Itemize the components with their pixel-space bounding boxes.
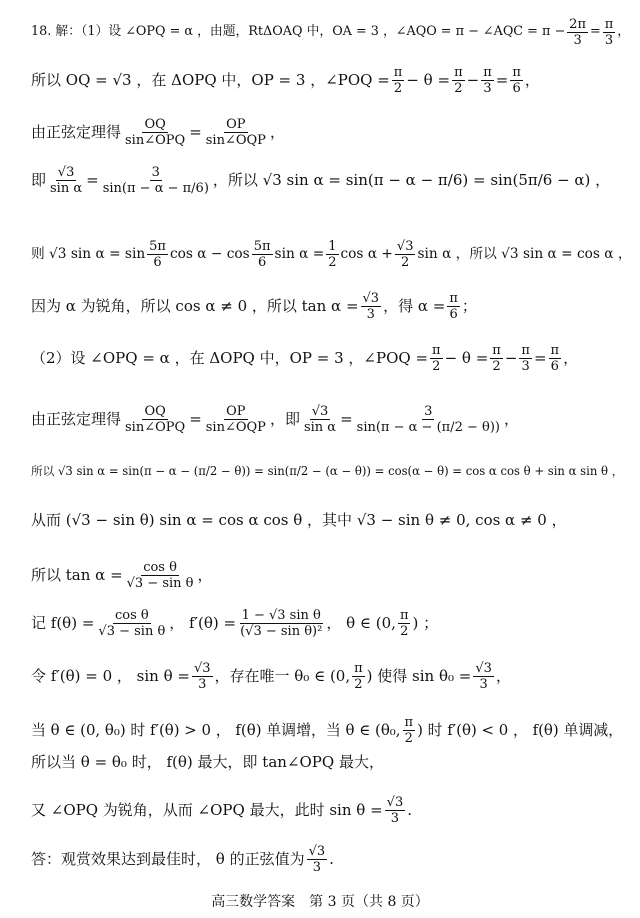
fraction-numerator: √3 <box>193 661 211 676</box>
fraction <box>307 845 328 874</box>
text-run: = <box>495 71 509 89</box>
text-run: − θ = <box>406 71 451 89</box>
fraction-numerator: π <box>521 343 530 358</box>
fraction <box>603 18 616 47</box>
text-run: 所以当 θ = θ₀ 时， f(θ) 最大，即 tan∠OPQ 最大， <box>31 753 384 771</box>
fraction-denominator: sin∠OPQ <box>125 420 186 435</box>
text-run: 所以 OQ = √3 ，在 ΔOPQ 中，OP = 3 ，∠POQ = <box>31 71 390 89</box>
fraction-denominator: 3 <box>521 359 530 374</box>
fraction-denominator: sin∠OQP <box>205 133 266 148</box>
text-run: 由正弦定理得 <box>31 410 122 428</box>
fraction-numerator: π <box>604 17 614 32</box>
solution-line <box>31 561 624 590</box>
fraction-numerator: π <box>432 343 441 358</box>
solution-line <box>31 66 624 95</box>
text-run: ， <box>503 410 519 428</box>
text-run: . <box>407 801 412 819</box>
fraction-numerator: √3 <box>386 795 404 810</box>
fraction-numerator: π <box>492 343 501 358</box>
fraction-denominator: sin(π − α − π/6) <box>102 181 209 196</box>
fraction <box>48 166 84 195</box>
fraction-denominator: 2 <box>393 81 403 96</box>
text-run: ) 时 f′(θ) < 0 ， f(θ) 单调减， <box>417 721 624 740</box>
fraction-numerator: 5π <box>253 239 271 254</box>
text-run: 即 <box>31 171 47 189</box>
fraction <box>510 66 523 95</box>
fraction-denominator: sin∠OPQ <box>125 133 186 148</box>
text-run: . <box>329 850 334 868</box>
fraction-denominator: 2 <box>400 624 409 639</box>
fraction-denominator: 2 <box>454 81 463 96</box>
text-run: − <box>504 349 518 367</box>
fraction <box>430 344 443 373</box>
text-run: 令 f′(θ) = 0 ， sin θ = <box>31 667 190 685</box>
text-run: sin α ，所以 √3 sin α = cos α ， <box>417 245 632 262</box>
fraction <box>385 796 406 825</box>
solution-line <box>31 662 624 691</box>
fraction-denominator: (√3 − sin θ)² <box>240 624 323 639</box>
fraction-numerator: 3 <box>424 404 433 419</box>
text-run: ， <box>524 71 540 89</box>
solution-line <box>31 755 624 770</box>
fraction-denominator: 3 <box>604 33 614 48</box>
solution-line <box>31 292 624 321</box>
text-run: ， <box>197 566 213 584</box>
text-run: ， <box>495 667 511 685</box>
solution-line <box>31 166 624 195</box>
fraction-denominator: √3 − sin θ <box>98 624 166 639</box>
fraction <box>361 292 382 321</box>
fraction <box>490 344 503 373</box>
fraction <box>326 240 338 269</box>
fraction-numerator: π <box>399 608 409 623</box>
fraction-denominator: 2 <box>432 359 441 374</box>
fraction <box>519 344 532 373</box>
fraction-numerator: √3 <box>311 404 329 419</box>
fraction-denominator: 2 <box>328 255 337 270</box>
text-run: 所以 tan α = <box>31 566 123 584</box>
text-run: ，得 α = <box>383 297 446 315</box>
text-run: = <box>189 410 202 428</box>
fraction-numerator: 1 − √3 sin θ <box>241 608 321 623</box>
fraction-numerator: π <box>454 65 463 80</box>
text-run: （2）设 ∠OPQ = α ，在 ΔOPQ 中，OP = 3 ，∠POQ = <box>31 349 429 367</box>
text-run: ； <box>461 297 477 315</box>
fraction <box>96 609 167 638</box>
fraction <box>452 66 465 95</box>
fraction-denominator: 3 <box>573 33 582 48</box>
fraction-numerator: π <box>483 65 492 80</box>
fraction <box>567 18 588 47</box>
fraction <box>101 166 211 195</box>
fraction <box>192 662 213 691</box>
fraction-denominator: sin(π − α − (π/2 − θ)) <box>356 420 500 435</box>
text-run: − <box>466 71 480 89</box>
fraction <box>403 716 416 745</box>
fraction-numerator: 3 <box>151 165 160 180</box>
text-run: 当 θ ∈ (0, θ₀) 时 f′(θ) > 0 ， f(θ) 单调增，当 θ ∈ (θ₀, <box>31 721 401 740</box>
text-run: ，存在唯一 θ₀ ∈ (0, <box>214 667 351 685</box>
fraction-denominator: 2 <box>404 731 413 746</box>
solution-line <box>31 796 624 825</box>
fraction <box>473 662 494 691</box>
text-run: 又 ∠OPQ 为锐角，从而 ∠OPQ 最大，此时 sin θ = <box>31 801 383 819</box>
solution-line <box>31 239 632 270</box>
fraction-denominator: 3 <box>390 811 400 826</box>
fraction-denominator: 6 <box>512 81 521 96</box>
fraction <box>125 561 196 590</box>
fraction-numerator: 2π <box>569 17 586 32</box>
fraction-numerator: π <box>512 65 521 80</box>
fraction <box>204 118 268 147</box>
fraction-numerator: π <box>393 65 403 80</box>
fraction-denominator: 3 <box>479 677 488 692</box>
fraction <box>238 609 324 638</box>
fraction-denominator: 6 <box>449 307 458 322</box>
fraction-denominator: 3 <box>366 307 375 322</box>
text-run: 18. 解：（1）设 ∠OPQ = α ，由题，RtΔOAQ 中，OA = 3 ，∠AQO = π − ∠AQC = π − <box>31 24 566 40</box>
fraction-denominator: 2 <box>354 677 363 692</box>
fraction-denominator: sin α <box>50 181 83 196</box>
solution-line <box>31 466 624 478</box>
text-run: 则 √3 sin α = sin <box>31 245 146 262</box>
fraction <box>392 66 405 95</box>
solution-line <box>31 344 624 373</box>
fraction <box>123 405 187 434</box>
page-footer: 高三数学答案 第 3 页（共 8 页） <box>211 894 429 910</box>
text-run: = <box>590 24 601 40</box>
text-run: ， f′(θ) = <box>169 614 237 632</box>
solution-line <box>31 118 624 147</box>
text-run: ) ； <box>412 614 439 632</box>
fraction-numerator: OQ <box>144 404 166 419</box>
text-run: ， <box>617 24 631 40</box>
text-run: cos α + <box>340 245 393 262</box>
solution-line <box>31 716 624 745</box>
fraction-numerator: OP <box>226 117 246 132</box>
fraction-numerator: π <box>449 291 458 306</box>
fraction-denominator: 2 <box>401 255 410 270</box>
fraction <box>447 292 460 321</box>
text-run: ，即 <box>269 410 300 428</box>
fraction-numerator: cos θ <box>114 608 149 623</box>
fraction-numerator: √3 <box>362 291 380 306</box>
fraction-numerator: √3 <box>308 844 326 859</box>
text-run: ， θ ∈ (0, <box>326 614 396 632</box>
text-run: = <box>86 171 99 189</box>
fraction-denominator: 6 <box>550 359 559 374</box>
fraction-denominator: 3 <box>483 81 492 96</box>
text-run: cos α − cos <box>169 245 250 262</box>
fraction <box>355 405 502 434</box>
solution-line <box>31 845 624 874</box>
fraction-numerator: 5π <box>149 239 166 254</box>
fraction <box>302 405 338 434</box>
fraction-denominator: √3 − sin θ <box>126 576 194 591</box>
fraction <box>549 344 562 373</box>
text-run: − θ = <box>444 349 489 367</box>
text-run: ) 使得 sin θ₀ = <box>366 667 472 685</box>
fraction <box>398 609 411 638</box>
fraction-numerator: π <box>550 343 560 358</box>
solution-line <box>31 609 624 638</box>
fraction <box>147 240 168 269</box>
fraction-denominator: sin∠OQP <box>205 420 266 435</box>
text-run: ， <box>563 349 579 367</box>
text-run: ， <box>269 123 285 141</box>
solution-line <box>31 405 624 434</box>
fraction-numerator: √3 <box>396 239 414 254</box>
fraction-denominator: 2 <box>492 359 501 374</box>
fraction-denominator: 6 <box>257 255 267 270</box>
fraction-numerator: 1 <box>328 239 337 254</box>
fraction-numerator: cos θ <box>143 560 177 575</box>
fraction <box>252 240 273 269</box>
text-run: 答：观赏效果达到最佳时， θ 的正弦值为 <box>31 850 305 868</box>
text-run: ，所以 √3 sin α = sin(π − α − π/6) = sin(5π/6 − α) ， <box>212 171 611 189</box>
fraction <box>204 405 268 434</box>
text-run: = <box>189 123 202 141</box>
text-run: 因为 α 为锐角，所以 cos α ≠ 0 ，所以 tan α = <box>31 297 359 315</box>
text-run: = <box>340 410 353 428</box>
fraction-numerator: √3 <box>57 165 75 180</box>
fraction-denominator: 3 <box>312 860 321 875</box>
text-run: 由正弦定理得 <box>31 123 122 141</box>
fraction-numerator: π <box>404 715 414 730</box>
solution-line <box>31 513 624 528</box>
fraction-denominator: sin α <box>303 420 337 435</box>
fraction-numerator: π <box>354 661 363 676</box>
text-run: 记 f(θ) = <box>31 614 95 632</box>
solution-line <box>31 17 631 48</box>
fraction <box>352 662 365 691</box>
fraction-numerator: √3 <box>475 661 492 676</box>
fraction-numerator: OP <box>226 404 246 419</box>
fraction-denominator: 6 <box>153 255 162 270</box>
text-run: 所以 √3 sin α = sin(π − α − (π/2 − θ)) = sin(π/2 − (α − θ)) = cos(α − θ) = cos α cos θ + sin α sin θ ， <box>31 464 624 478</box>
text-run: = <box>533 349 547 367</box>
fraction <box>395 240 416 269</box>
fraction <box>481 66 494 95</box>
fraction-denominator: 3 <box>198 677 207 692</box>
fraction <box>123 118 187 147</box>
fraction-numerator: OQ <box>144 117 166 132</box>
text-run: 从而 (√3 − sin θ) sin α = cos α cos θ ，其中 √3 − sin θ ≠ 0, cos α ≠ 0 ， <box>31 511 567 529</box>
text-run: sin α = <box>274 245 325 262</box>
